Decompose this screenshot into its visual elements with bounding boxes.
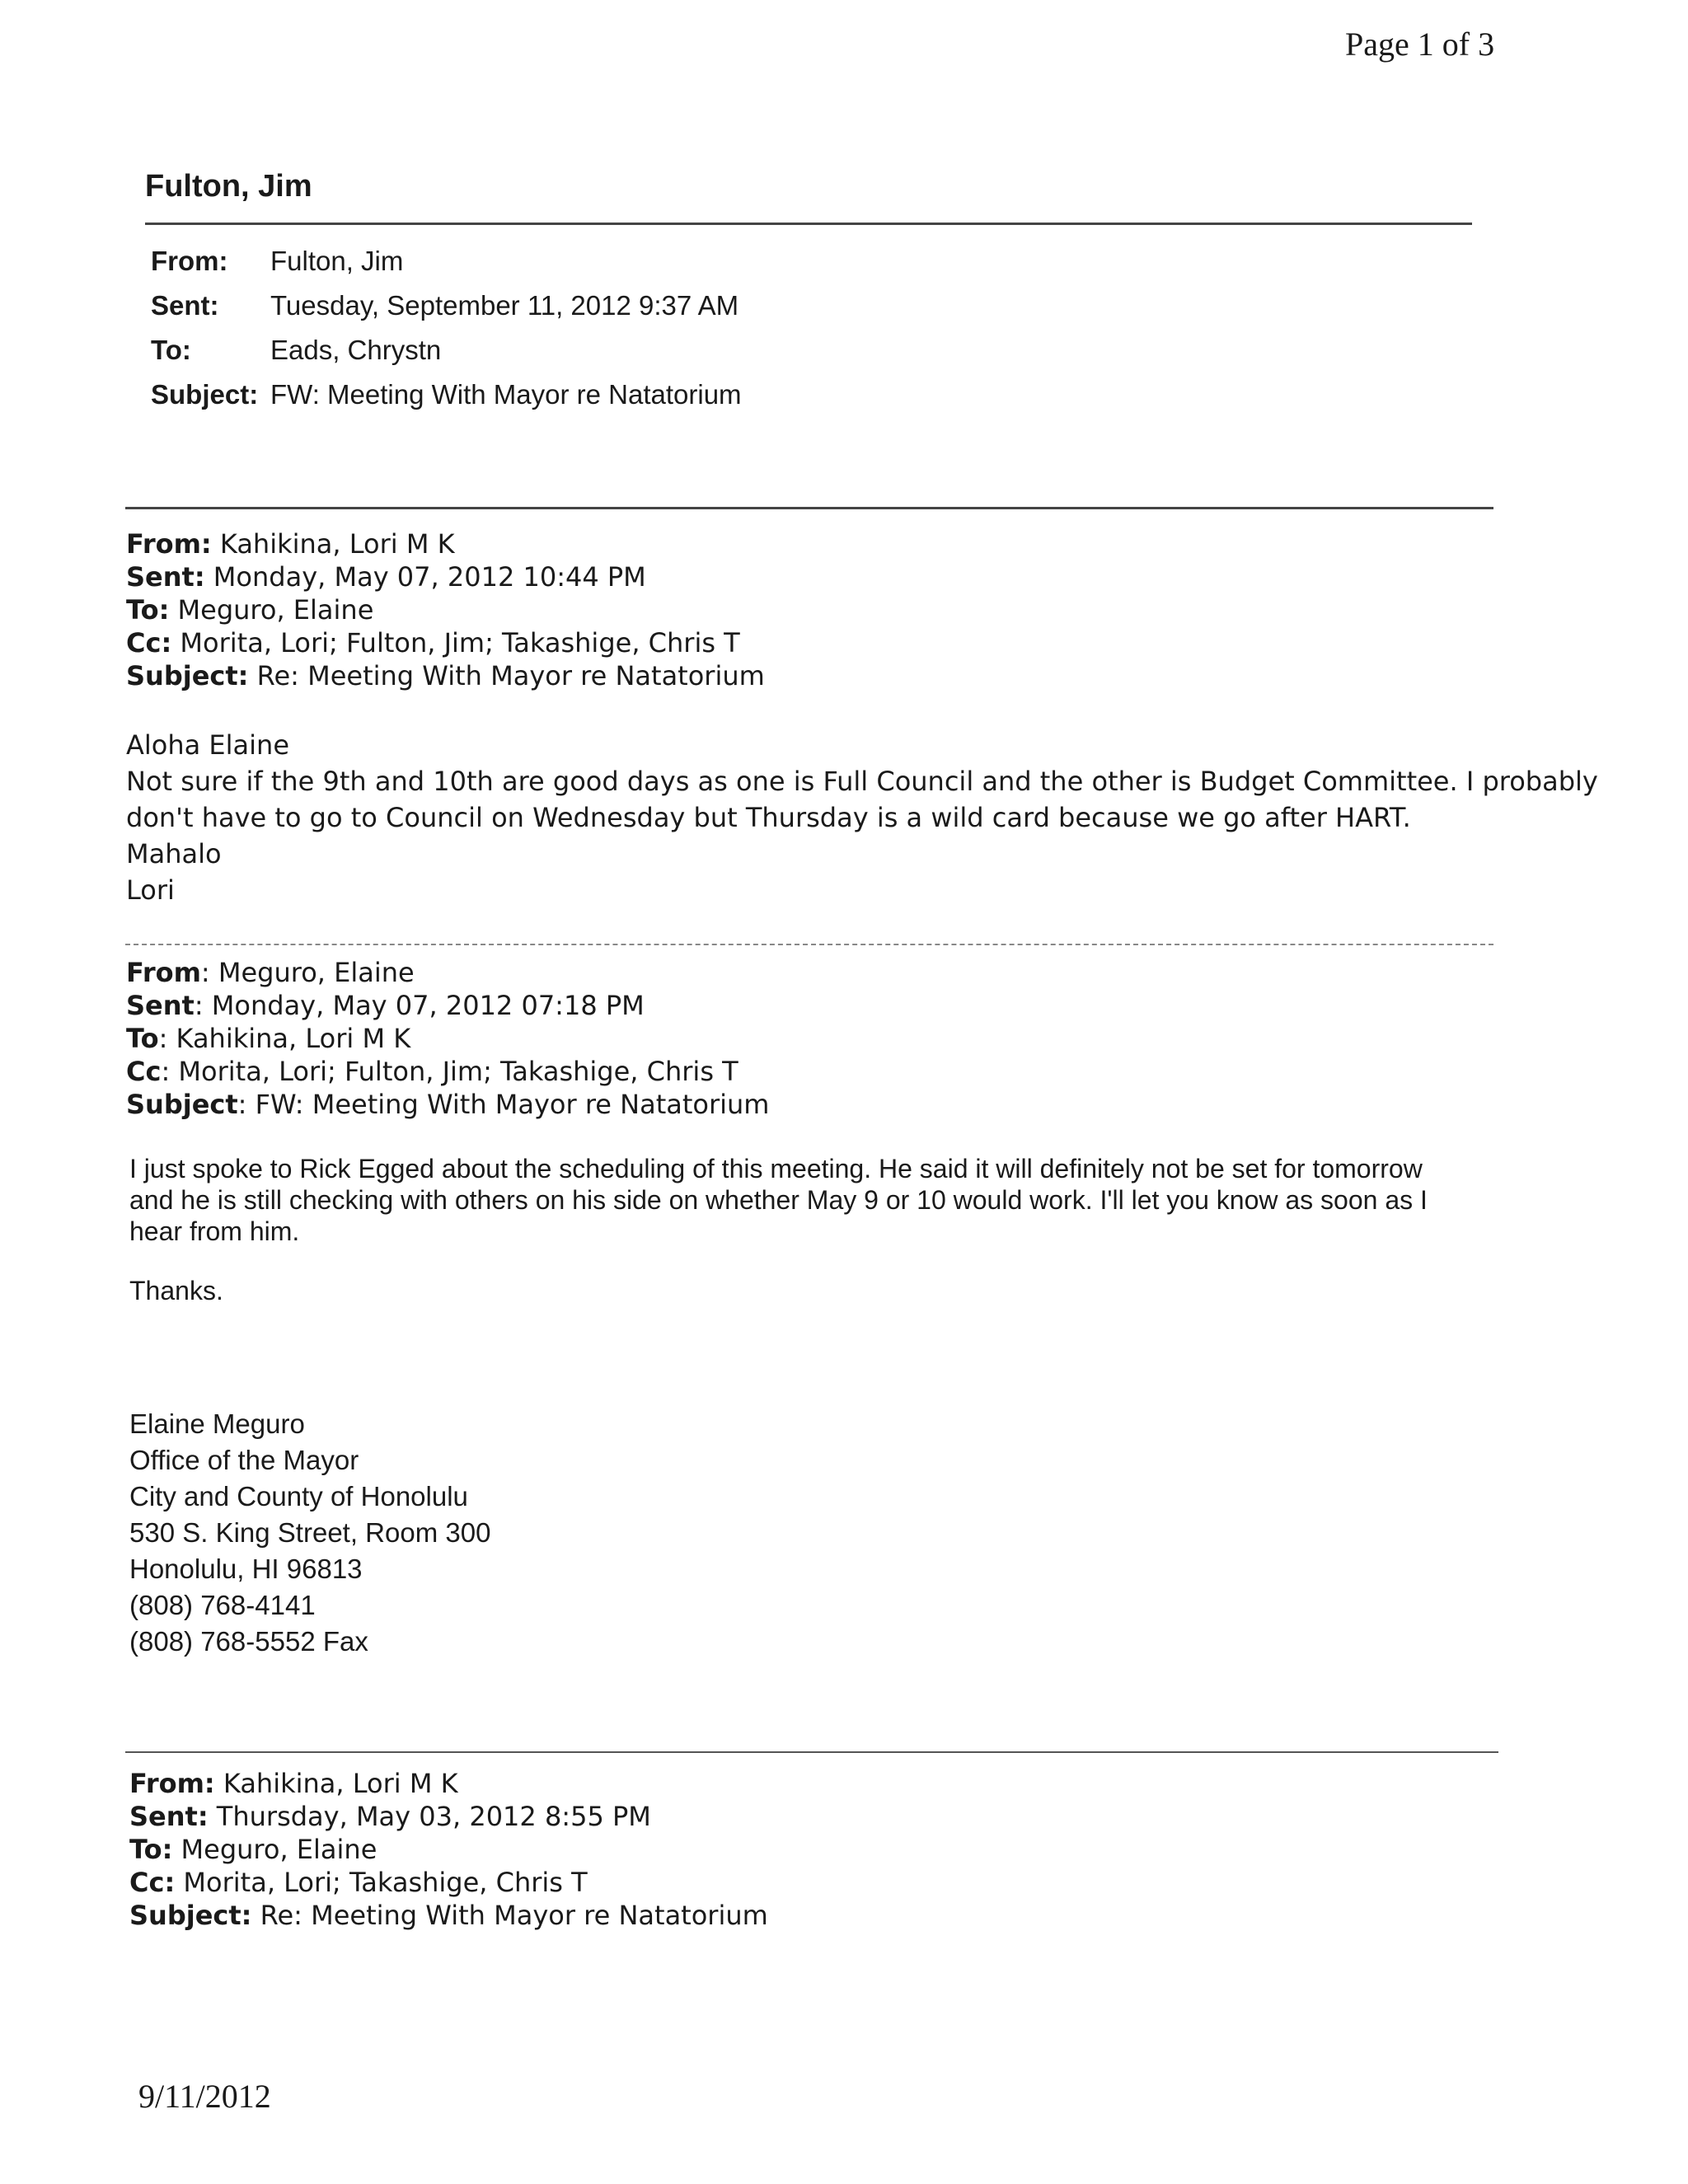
message3-sent-row: Sent: Thursday, May 03, 2012 8:55 PM: [129, 1801, 651, 1832]
sent-value: Tuesday, September 11, 2012 9:37 AM: [270, 290, 739, 321]
from-label: From:: [151, 246, 228, 276]
footer-date: 9/11/2012: [138, 2078, 271, 2115]
body-line: don't have to go to Council on Wednesday but Thursday is a wild card because we go after HART.: [126, 802, 1411, 833]
body-line: hear from him.: [129, 1216, 300, 1246]
message-divider: [125, 944, 1493, 945]
document-title: Fulton, Jim: [145, 169, 312, 204]
body-line: and he is still checking with others on his side on whether May 9 or 10 would work. I'll let you know as soon as I: [129, 1185, 1428, 1215]
message1-header: [126, 527, 765, 692]
top-email-header: [151, 246, 742, 424]
message1-to-row: To: Meguro, Elaine: [126, 594, 374, 626]
signature-line: 530 S. King Street, Room 300: [129, 1517, 491, 1548]
message2-to-row: To: Kahikina, Lori M K: [126, 1023, 411, 1054]
message1-from-row: From: Kahikina, Lori M K: [126, 528, 455, 560]
top-divider: [125, 507, 1493, 509]
to-value: Eads, Chrystn: [270, 335, 442, 365]
message3-to-row: To: Meguro, Elaine: [129, 1834, 377, 1865]
subject-value: FW: Meeting With Mayor re Natatorium: [270, 379, 742, 410]
body-line: Not sure if the 9th and 10th are good days as one is Full Council and the other is Budget Committee. I probably: [126, 766, 1598, 797]
signature-line: (808) 768-5552 Fax: [129, 1626, 368, 1657]
message2-subject-row: Subject: FW: Meeting With Mayor re Natatorium: [126, 1089, 770, 1120]
header-subject-row: [151, 379, 742, 424]
message2-cc-row: Cc: Morita, Lori; Fulton, Jim; Takashige, Chris T: [126, 1056, 738, 1087]
body-line: Aloha Elaine: [126, 729, 289, 761]
message-divider: [125, 1751, 1498, 1753]
message2-header: [126, 956, 769, 1121]
message2-sent-row: Sent: Monday, May 07, 2012 07:18 PM: [126, 990, 645, 1021]
sent-label: Sent:: [151, 290, 219, 321]
message3-from-row: From: Kahikina, Lori M K: [129, 1768, 458, 1799]
message1-body: [126, 727, 1598, 908]
message1-subject-row: Subject: Re: Meeting With Mayor re Natatorium: [126, 660, 765, 691]
body-line: I just spoke to Rick Egged about the scheduling of this meeting. He said it will definitely not be set for tomorrow: [129, 1154, 1423, 1183]
from-value: Fulton, Jim: [270, 246, 404, 276]
signature-line: Honolulu, HI 96813: [129, 1554, 363, 1584]
signature-line: Office of the Mayor: [129, 1445, 359, 1475]
title-divider: [145, 223, 1472, 225]
signature-line: City and County of Honolulu: [129, 1481, 468, 1511]
to-label: To:: [151, 335, 191, 365]
body-line: Lori: [126, 874, 175, 906]
message3-subject-row: Subject: Re: Meeting With Mayor re Natatorium: [129, 1900, 768, 1931]
header-to-row: [151, 335, 742, 379]
message1-sent-row: Sent: Monday, May 07, 2012 10:44 PM: [126, 561, 646, 593]
message3-cc-row: Cc: Morita, Lori; Takashige, Chris T: [129, 1867, 588, 1898]
signature-line: Elaine Meguro: [129, 1408, 305, 1439]
message2-from-row: From: Meguro, Elaine: [126, 957, 415, 988]
message2-signature: [129, 1406, 490, 1660]
signature-line: (808) 768-4141: [129, 1590, 316, 1620]
page-number: Page 1 of 3: [1345, 26, 1495, 63]
message2-thanks: Thanks.: [129, 1276, 223, 1305]
header-from-row: [151, 246, 742, 290]
header-sent-row: [151, 290, 742, 335]
body-line: Mahalo: [126, 838, 222, 869]
message1-cc-row: Cc: Morita, Lori; Fulton, Jim; Takashige, Chris T: [126, 627, 740, 658]
message3-header: [129, 1767, 768, 1932]
message2-body: [129, 1153, 1428, 1247]
subject-label: Subject:: [151, 379, 259, 410]
